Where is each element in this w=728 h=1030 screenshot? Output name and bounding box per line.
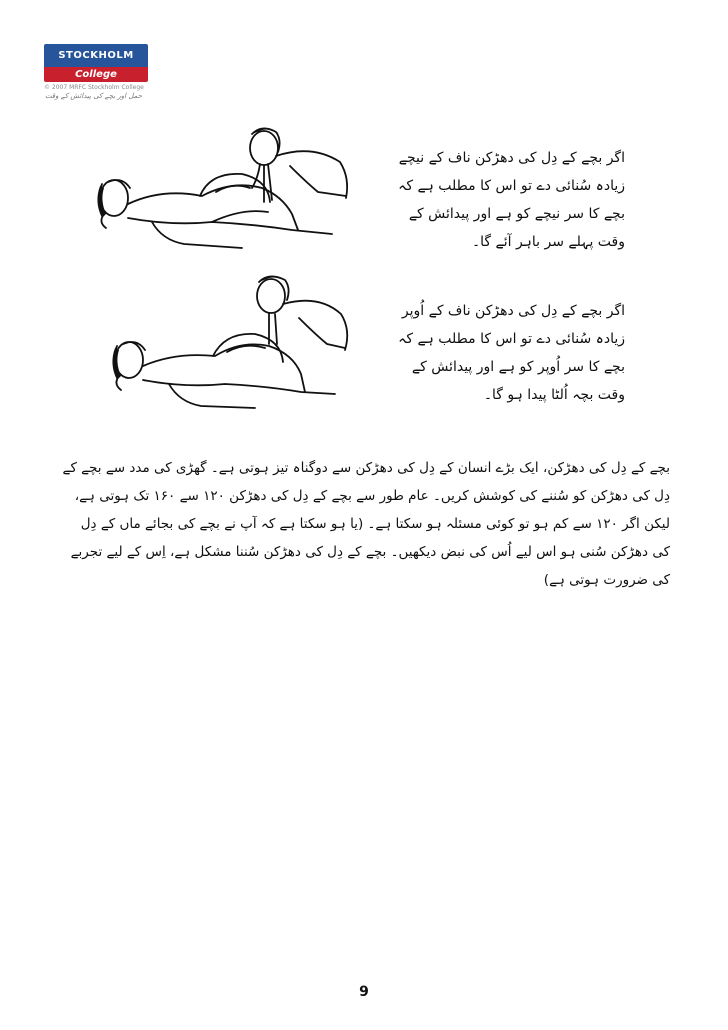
college-logo [44, 44, 148, 100]
illustration-listening-above-navel [105, 274, 365, 414]
paragraph-head-up: اگر بچے کے دِل کی دھڑکن ناف کے اُوپر زیادہ سُنائی دے تو اس کا مطلب ہے کہ بچے کا سر اُوپر کو ہے اور پیدائش کے وقت بچہ اُلٹا پیدا ہو گا۔ [398, 303, 625, 403]
logo-subtitle: حمل اور بچے کی پیدائش کے وقت [44, 92, 142, 100]
logo-name-top: STOCKHOLM [44, 44, 148, 67]
logo-box [44, 44, 148, 82]
paragraph-heartbeat-info: بچے کے دِل کی دھڑکن، ایک بڑے انسان کے دِل کی دھڑکن سے دوگناہ تیز ہوتی ہے۔ گھڑی کی مدد سے بچے کے دِل کی دھڑکن کو سُننے کی کوشش کریں۔ عام طور سے بچے کے دِل کی دھڑکن ۱۲۰ سے ۱۶۰ تک ہوتی ہے، لیکن اگر ۱۲۰ سے کم ہو تو کوئی مسئلہ ہو سکتا ہے۔ (یا ہو سکتا ہے کہ آپ نے بچے کی بجائے ماں کے دِل کی دھڑکن سُنی ہو اس لیے اُس کی نبض دیکھیں۔ بچے کے دِل کی دھڑکن سُننا مشکل ہے، اِس کے لیے تجربے کی ضرورت ہوتی ہے) [62, 459, 670, 588]
paragraph-head-down: اگر بچے کے دِل کی دھڑکن ناف کے نیچے زیادہ سُنائی دے تو اس کا مطلب ہے کہ بچے کا سر نیچے کو ہے اور پیدائش کے وقت پہلے سر باہر آئے گا۔ [398, 150, 625, 250]
page-number: 9 [359, 984, 369, 1000]
logo-name-bottom: College [44, 67, 148, 82]
logo-copyright: © 2007 MRFC Stockholm College [44, 84, 144, 91]
illustration-listening-below-navel [92, 118, 362, 258]
